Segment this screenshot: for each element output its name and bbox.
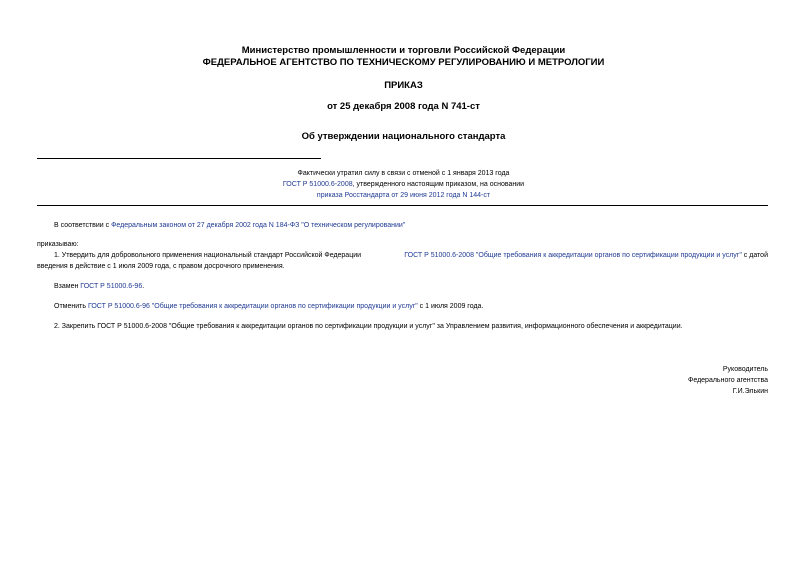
agency-heading: ФЕДЕРАЛЬНОЕ АГЕНТСТВО ПО ТЕХНИЧЕСКОМУ РЕГУЛИРОВАНИЮ И МЕТРОЛОГИИ — [202, 57, 605, 68]
replace-end: . — [142, 283, 145, 290]
paragraph-assign: 2. Закрепить ГОСТ Р 51000.6-2008 "Общие требования к аккредитации органов по сертификации продукции и услуг" за Управлением развития, информационного обеспечения и аккредитации. — [54, 323, 683, 330]
cancel-end: с 1 июля 2009 года. — [417, 303, 484, 310]
signature-org: Федерального агентства — [688, 377, 768, 384]
paragraph-replace — [54, 283, 144, 290]
status-note-line1: Фактически утратил силу в связи с отменой с 1 января 2013 года — [297, 170, 510, 177]
status-note-line3 — [0, 192, 807, 199]
subject-heading: Об утверждении национального стандарта — [301, 131, 506, 142]
paragraph-approve-line1 — [54, 252, 768, 259]
paragraph-basis — [54, 222, 405, 229]
approve-text: 1. Утвердить для добровольного применения национальный стандарт Российской Федерации — [54, 252, 362, 259]
doc-type-heading: ПРИКАЗ — [384, 80, 423, 91]
paragraph-cancel — [54, 303, 483, 310]
paragraph-order: приказываю: — [37, 241, 79, 248]
status-note-line2 — [0, 181, 807, 188]
gost-96-link[interactable]: ГОСТ Р 51000.6-96 — [80, 283, 143, 290]
federal-law-link[interactable]: Федеральным законом от 27 декабря 2002 года N 184-ФЗ "О техническом регулировании" — [111, 222, 406, 229]
date-number-heading: от 25 декабря 2008 года N 741-ст — [327, 101, 480, 112]
top-divider — [37, 158, 321, 159]
status-note-line2-text: , утвержденного настоящим приказом, на основании — [352, 181, 525, 188]
gost-2008-full-link[interactable]: ГОСТ Р 51000.6-2008 "Общие требования к аккредитации органов по сертификации продукции и услуг" — [404, 252, 742, 259]
bottom-divider — [37, 205, 768, 206]
signature-name: Г.И.Элькин — [732, 388, 768, 395]
cancel-text: Отменить — [54, 303, 88, 310]
replace-text: Взамен — [54, 283, 81, 290]
approve-text-end: с датой — [741, 252, 768, 259]
basis-text: В соответствии с — [54, 222, 112, 229]
paragraph-approve-line2: введения в действие с 1 июля 2009 года, с правом досрочного применения. — [37, 263, 285, 270]
gost-2008-link[interactable]: ГОСТ Р 51000.6-2008 — [282, 181, 353, 188]
ministry-heading: Министерство промышленности и торговли Российской Федерации — [241, 45, 566, 56]
gost-96-full-link[interactable]: ГОСТ Р 51000.6-96 "Общие требования к аккредитации органов по сертификации продукции и услуг" — [87, 303, 418, 310]
signature-title: Руководитель — [722, 366, 768, 373]
rosstandart-order-link[interactable]: приказа Росстандарта от 29 июня 2012 года N 144-ст — [316, 192, 491, 199]
